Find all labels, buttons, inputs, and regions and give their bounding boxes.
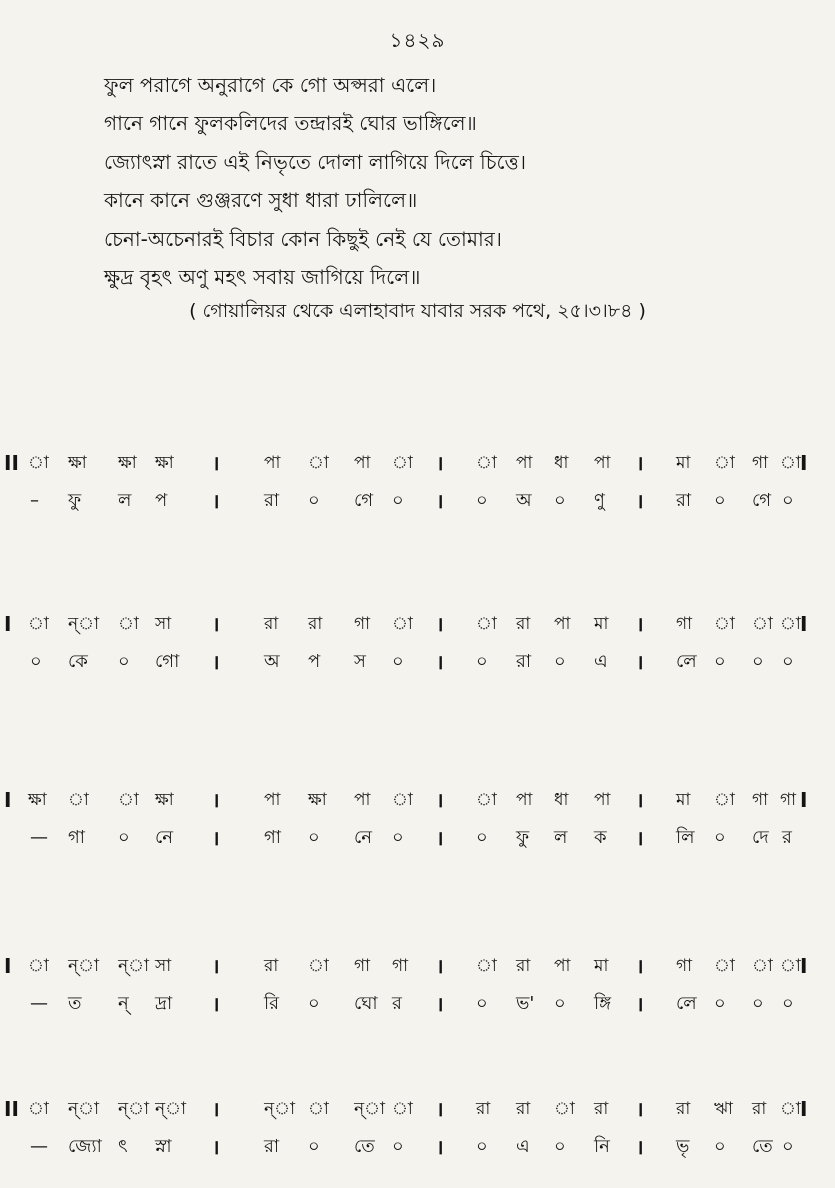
poem-line: গানে গানে ফুলকলিদের তন্দ্রারই ঘোর ভাঙ্গিলে॥ — [104, 111, 477, 136]
bar-line: । — [212, 992, 220, 1016]
swara-note: গা — [392, 956, 409, 976]
swara-note: রা — [516, 956, 531, 976]
swara-note: ক্ষা — [118, 453, 137, 473]
lyric-syllable: ঙ্গি — [594, 993, 612, 1014]
swara-note: া — [752, 956, 773, 976]
swara-note: পা — [554, 956, 571, 976]
lyric-syllable: ফু — [516, 827, 530, 848]
lyric-syllable: ভৃ — [676, 1136, 690, 1157]
lyric-syllable: ০ — [782, 993, 794, 1014]
bar-line: । — [436, 650, 444, 674]
lyric-syllable: রা — [676, 490, 692, 511]
lyrics-row — [0, 643, 835, 681]
swara-note: পা — [264, 790, 281, 810]
lyric-syllable: – — [30, 490, 39, 511]
bar-line: । — [636, 826, 644, 850]
lyric-syllable: ০ — [714, 651, 726, 672]
bar-line: । — [636, 954, 644, 978]
lyric-syllable: ল — [554, 827, 568, 848]
bar-line: । — [436, 1097, 444, 1121]
lyric-syllable: ০ — [476, 827, 488, 848]
lyric-syllable: ০ — [714, 1136, 726, 1157]
swara-note: া — [714, 790, 735, 810]
swara-note: ধা — [554, 790, 569, 810]
swara-note: পা — [354, 790, 371, 810]
lyric-syllable: গে — [354, 490, 374, 511]
lyric-syllable: ভ' — [516, 993, 535, 1014]
swara-note: া — [28, 453, 49, 473]
section-bar: I — [800, 451, 808, 475]
lyric-syllable: ০ — [554, 651, 566, 672]
bar-line: । — [636, 1135, 644, 1159]
swara-note: া — [28, 614, 49, 634]
swara-row — [0, 605, 835, 643]
swara-note: া — [392, 1099, 413, 1119]
lyric-syllable: ০ — [392, 1136, 404, 1157]
swara-note: পা — [354, 453, 371, 473]
lyric-syllable: ০ — [554, 490, 566, 511]
swara-note: পা — [594, 790, 611, 810]
swara-note: পা — [554, 614, 571, 634]
swara-note: রা — [308, 614, 323, 634]
lyric-syllable: গে — [752, 490, 772, 511]
swara-note: পা — [516, 790, 533, 810]
lyric-syllable: — — [30, 1136, 48, 1157]
bar-line: । — [636, 489, 644, 513]
swara-note: া — [476, 453, 497, 473]
swara-note: পা — [516, 453, 533, 473]
lyric-syllable: র — [782, 827, 792, 848]
bar-line: । — [212, 650, 220, 674]
notation-staff — [0, 947, 835, 1023]
lyric-syllable: কে — [68, 651, 88, 672]
section-bar: I — [800, 612, 808, 636]
lyric-syllable: ০ — [308, 490, 320, 511]
lyric-syllable: রি — [264, 993, 280, 1014]
section-bar: I — [4, 788, 12, 812]
lyric-syllable: ০ — [392, 651, 404, 672]
notation-staff — [0, 1090, 835, 1166]
composition-source-note: ( গোয়ালিয়র থেকে এলাহাবাদ যাবার সরক পথে, ২৫।৩।৮৪ ) — [189, 300, 646, 322]
swara-row — [0, 444, 835, 482]
swara-note: া — [28, 1099, 49, 1119]
bar-line: । — [436, 992, 444, 1016]
lyric-syllable: ০ — [392, 827, 404, 848]
swara-note: মা — [676, 453, 691, 473]
swara-note: া — [392, 790, 413, 810]
section-bar: I — [800, 788, 808, 812]
lyric-syllable: ক — [594, 827, 607, 848]
lyric-syllable: অ — [516, 490, 532, 511]
swara-note: ক্ষা — [28, 790, 47, 810]
bar-line: । — [636, 612, 644, 636]
lyric-syllable: ০ — [752, 993, 764, 1014]
lyric-syllable: নে — [155, 827, 174, 848]
lyrics-row — [0, 819, 835, 857]
lyric-syllable: এ — [516, 1136, 530, 1157]
bar-line: । — [436, 451, 444, 475]
lyric-syllable: গো — [155, 651, 180, 672]
bar-line: । — [212, 1097, 220, 1121]
swara-note: রা — [264, 614, 279, 634]
lyric-syllable: ০ — [714, 490, 726, 511]
lyric-syllable: লি — [676, 827, 695, 848]
swara-note: ন্া — [264, 1099, 295, 1119]
swara-note: রা — [476, 1099, 491, 1119]
lyric-syllable: ফু — [68, 490, 82, 511]
bar-line: । — [436, 1135, 444, 1159]
lyric-syllable: ০ — [714, 993, 726, 1014]
section-bar: II — [4, 1097, 19, 1121]
bar-line: । — [636, 1097, 644, 1121]
lyric-syllable: তে — [354, 1136, 375, 1157]
lyric-syllable: ০ — [30, 651, 42, 672]
lyric-syllable: ০ — [554, 993, 566, 1014]
lyric-syllable: ০ — [392, 490, 404, 511]
swara-note: রা — [594, 1099, 609, 1119]
bar-line: । — [212, 1135, 220, 1159]
poem-line: ফুল পরাগে অনুরাগে কে গো অপ্সরা এলে। — [104, 73, 437, 97]
bar-line: । — [436, 788, 444, 812]
lyric-syllable: লে — [676, 651, 697, 672]
lyric-syllable: এ — [594, 651, 608, 672]
swara-note: া — [308, 453, 329, 473]
lyric-syllable: ০ — [476, 1136, 488, 1157]
lyric-syllable: লে — [676, 993, 697, 1014]
swara-note: া — [28, 956, 49, 976]
swara-note: া — [780, 1099, 801, 1119]
section-bar: I — [800, 954, 808, 978]
swara-note: া — [118, 614, 139, 634]
lyrics-row — [0, 1128, 835, 1166]
lyric-syllable: ০ — [308, 1136, 320, 1157]
bar-line: । — [212, 788, 220, 812]
swara-note: রা — [516, 614, 531, 634]
swara-note: গা — [354, 614, 371, 634]
lyric-syllable: ল — [118, 490, 132, 511]
lyric-syllable: অ — [264, 651, 280, 672]
swara-note: া — [554, 1099, 575, 1119]
notation-staff — [0, 781, 835, 857]
lyric-syllable: ০ — [782, 490, 794, 511]
swara-note: ন্া — [118, 1099, 149, 1119]
lyric-syllable: প — [155, 490, 168, 511]
swara-note: া — [308, 956, 329, 976]
lyric-syllable: — — [30, 993, 48, 1014]
bar-line: । — [212, 612, 220, 636]
lyric-syllable: ৎ — [118, 1136, 128, 1157]
swara-note: গা — [354, 956, 371, 976]
swara-note: ক্ষা — [155, 453, 174, 473]
swara-note: া — [714, 614, 735, 634]
swara-note: গা — [676, 614, 693, 634]
lyric-syllable: নি — [594, 1136, 610, 1157]
notation-staff — [0, 605, 835, 681]
lyric-syllable: ০ — [782, 651, 794, 672]
swara-note: গা — [752, 790, 769, 810]
swara-note: গা — [780, 790, 797, 810]
lyric-syllable: ০ — [308, 827, 320, 848]
swara-note: মা — [594, 956, 609, 976]
swara-note: া — [392, 453, 413, 473]
swara-row — [0, 1090, 835, 1128]
lyric-syllable: গা — [264, 827, 282, 848]
lyric-syllable: ০ — [308, 993, 320, 1014]
swara-note: া — [780, 956, 801, 976]
lyric-syllable: ০ — [118, 651, 130, 672]
bar-line: । — [436, 489, 444, 513]
lyric-syllable: জ্যো — [68, 1136, 102, 1157]
swara-note: ন্া — [354, 1099, 385, 1119]
lyric-syllable: ন্ — [118, 993, 129, 1014]
lyric-syllable: নে — [354, 827, 373, 848]
swara-note: ক্ষা — [155, 790, 174, 810]
swara-note: রা — [752, 1099, 767, 1119]
lyric-syllable: তে — [752, 1136, 773, 1157]
bar-line: । — [636, 650, 644, 674]
lyric-syllable: গা — [68, 827, 86, 848]
swara-note: ন্া — [68, 1099, 99, 1119]
swara-note: ন্া — [118, 956, 149, 976]
bar-line: । — [636, 788, 644, 812]
swara-note: ন্া — [68, 956, 99, 976]
lyric-syllable: স — [354, 651, 366, 672]
swara-note: পা — [594, 453, 611, 473]
lyric-syllable: ০ — [118, 827, 130, 848]
poem-block — [104, 66, 526, 296]
swara-note: া — [308, 1099, 329, 1119]
notation-staff — [0, 444, 835, 520]
swara-note: া — [118, 790, 139, 810]
swara-note: ন্া — [68, 614, 99, 634]
swara-row — [0, 947, 835, 985]
lyric-syllable: — — [30, 827, 48, 848]
swara-note: ন্া — [155, 1099, 186, 1119]
swara-note: পা — [264, 453, 281, 473]
lyric-syllable: ০ — [476, 993, 488, 1014]
lyric-syllable: ঘো — [354, 993, 378, 1014]
swara-note: া — [476, 790, 497, 810]
swara-note: ক্ষা — [308, 790, 327, 810]
swara-note: সা — [155, 614, 172, 634]
lyric-syllable: স্না — [155, 1136, 172, 1157]
swara-note: সা — [155, 956, 172, 976]
poem-line: চেনা-অচেনারই বিচার কোন কিছুই নেই যে তোমার। — [104, 226, 502, 251]
bar-line: । — [212, 826, 220, 850]
lyric-syllable: রা — [516, 651, 532, 672]
poem-line: জ্যোৎস্না রাতে এই নিভৃতে দোলা লাগিয়ে দিলে চিত্তে। — [104, 149, 526, 174]
page-number: ১৪২৯ — [389, 28, 446, 52]
bar-line: । — [212, 489, 220, 513]
lyric-syllable: দে — [752, 827, 769, 848]
lyric-syllable: ০ — [476, 490, 488, 511]
swara-note: রা — [676, 1099, 691, 1119]
poem-line: কানে কানে গুঞ্জরণে সুধা ধারা ঢালিলে॥ — [104, 188, 418, 213]
swara-note: া — [780, 614, 801, 634]
lyric-syllable: ০ — [782, 1136, 794, 1157]
swara-row — [0, 781, 835, 819]
swara-note: গা — [752, 453, 769, 473]
lyric-syllable: ণু — [594, 490, 605, 511]
bar-line: । — [636, 992, 644, 1016]
swara-note: া — [714, 956, 735, 976]
swara-note: মা — [594, 614, 609, 634]
lyric-syllable: ০ — [714, 827, 726, 848]
swara-note: া — [476, 956, 497, 976]
bar-line: । — [212, 954, 220, 978]
lyric-syllable: ত — [68, 993, 82, 1014]
swara-note: া — [752, 614, 773, 634]
lyric-syllable: রা — [264, 490, 280, 511]
swara-note: গা — [676, 956, 693, 976]
swara-note: া — [714, 453, 735, 473]
swara-note: ক্ষা — [68, 453, 87, 473]
bar-line: । — [636, 451, 644, 475]
lyric-syllable: রা — [264, 1136, 280, 1157]
swara-note: া — [476, 614, 497, 634]
lyric-syllable: দ্রা — [155, 993, 173, 1014]
bar-line: । — [436, 826, 444, 850]
swara-note: রা — [516, 1099, 531, 1119]
swara-note: ধা — [554, 453, 569, 473]
lyric-syllable: র — [392, 993, 402, 1014]
section-bar: I — [800, 1097, 808, 1121]
poem-line: ক্ষুদ্র বৃহৎ অণু মহৎ সবায় জাগিয়ে দিলে॥ — [104, 264, 421, 289]
lyrics-row — [0, 985, 835, 1023]
swara-note: ঋা — [714, 1099, 733, 1119]
bar-line: । — [436, 954, 444, 978]
lyrics-row — [0, 482, 835, 520]
section-bar: II — [4, 451, 19, 475]
lyric-syllable: ০ — [554, 1136, 566, 1157]
swara-note: মা — [676, 790, 691, 810]
swara-note: া — [780, 453, 801, 473]
section-bar: I — [4, 612, 12, 636]
lyric-syllable: প — [308, 651, 321, 672]
bar-line: । — [436, 612, 444, 636]
section-bar: I — [4, 954, 12, 978]
swara-note: া — [392, 614, 413, 634]
swara-note: রা — [264, 956, 279, 976]
lyric-syllable: ০ — [752, 651, 764, 672]
lyric-syllable: ০ — [476, 651, 488, 672]
swara-note: া — [68, 790, 89, 810]
bar-line: । — [212, 451, 220, 475]
